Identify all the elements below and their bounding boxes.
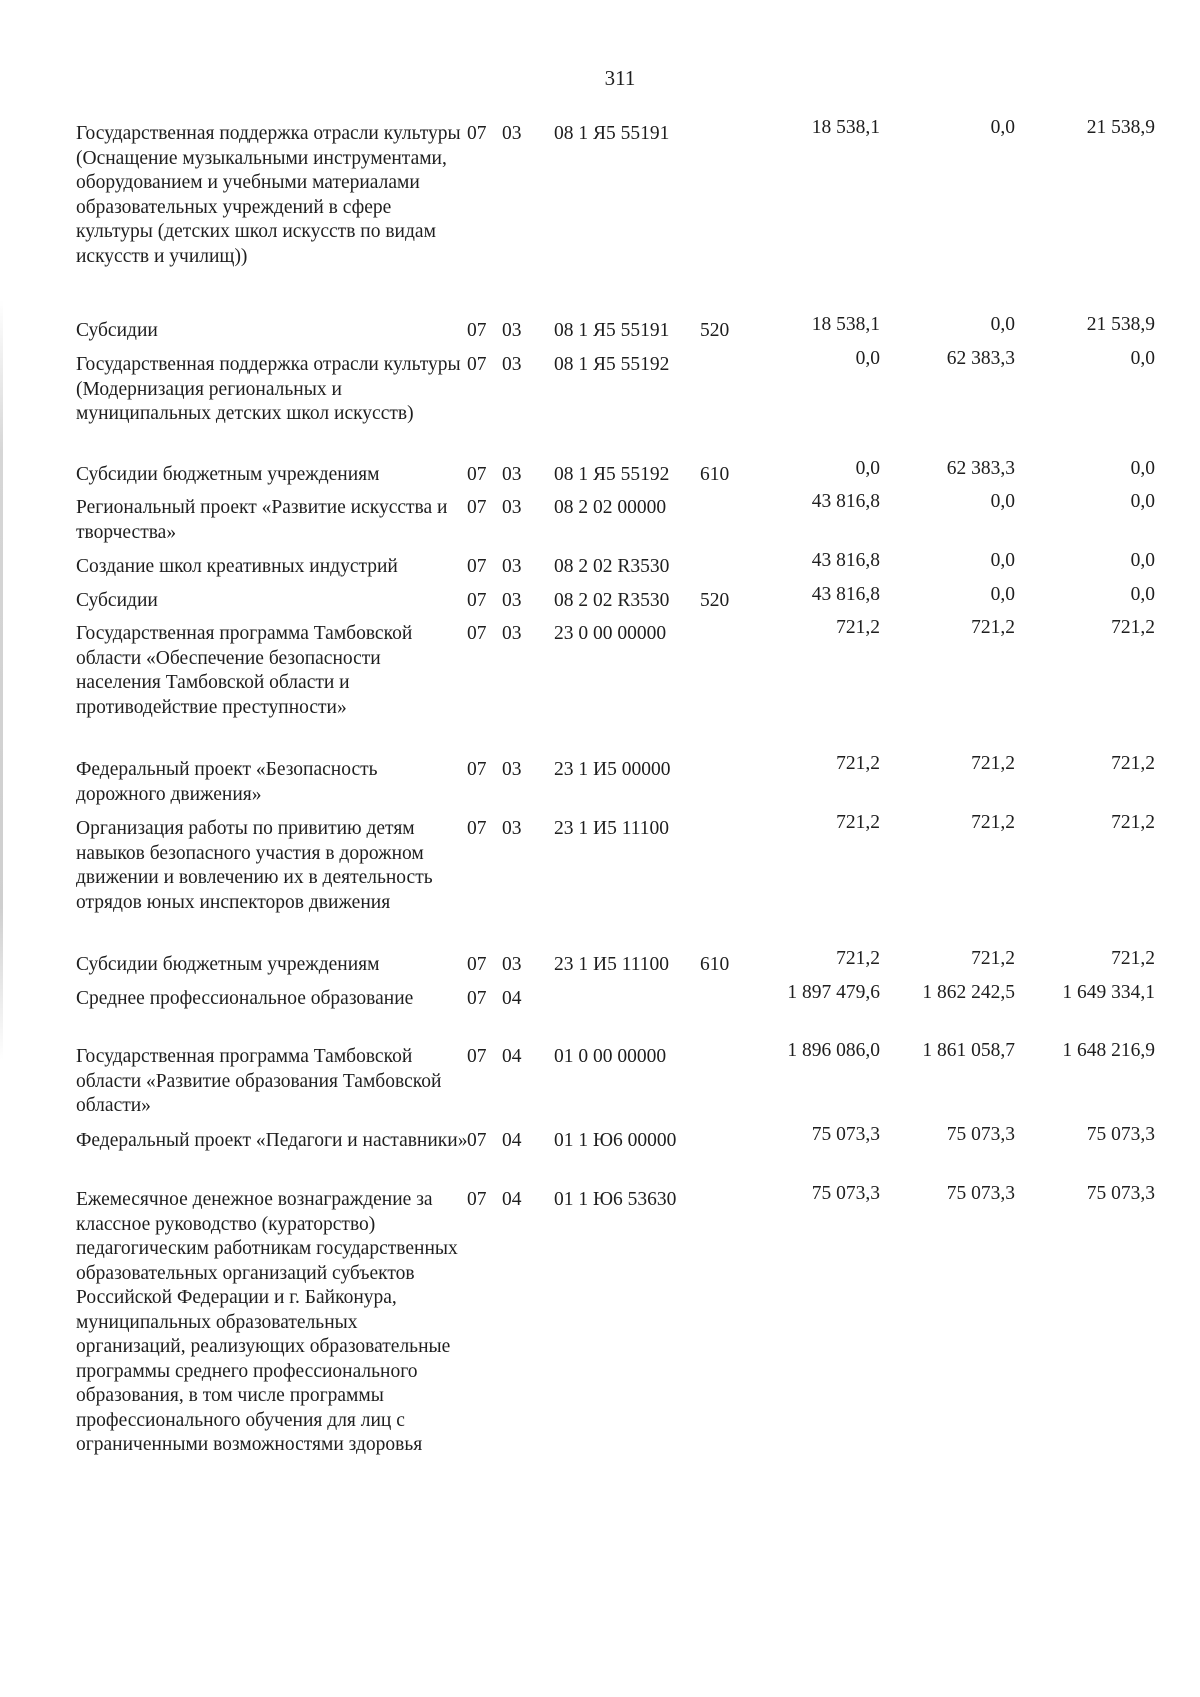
row-code: 08 1 Я5 55192	[554, 354, 670, 375]
row-type: 520	[700, 320, 730, 341]
row-value-year1: 43 816,8	[811, 550, 880, 571]
row-name: Государственная программа Тамбовской области «Развитие образования Тамбовской области»	[76, 1046, 442, 1116]
page-number: 311	[604, 66, 636, 90]
row-subsection: 04	[502, 988, 522, 1009]
row-value-year2: 62 383,3	[946, 458, 1015, 479]
row-subsection: 03	[502, 954, 522, 975]
row-value-year1: 721,2	[836, 753, 880, 774]
row-code: 23 0 00 00000	[554, 623, 667, 644]
row-value-year1: 43 816,8	[811, 491, 880, 512]
row-value-year3: 1 648 216,9	[1062, 1040, 1155, 1061]
row-name: Государственная программа Тамбовской области «Обеспечение безопасности населения Тамбовской области и противодействие преступности»	[76, 623, 413, 718]
row-name: Федеральный проект «Безопасность дорожного движения»	[76, 759, 378, 805]
row-name: Субсидии бюджетным учреждениям	[76, 464, 380, 485]
row-value-year3: 21 538,9	[1086, 117, 1155, 138]
row-subsection: 04	[502, 1189, 522, 1210]
row-section: 07	[467, 954, 487, 975]
row-value-year2: 721,2	[971, 948, 1015, 969]
row-value-year2: 75 073,3	[946, 1183, 1015, 1204]
row-code: 08 1 Я5 55191	[554, 123, 670, 144]
row-value-year1: 721,2	[836, 617, 880, 638]
row-section: 07	[467, 556, 487, 577]
row-subsection: 03	[502, 464, 522, 485]
row-value-year3: 721,2	[1111, 617, 1155, 638]
row-value-year2: 0,0	[990, 550, 1015, 571]
row-name: Организация работы по привитию детям навыков безопасного участия в дорожном движении и вовлечению их в деятельность отрядов юных инспекторов движения	[76, 818, 433, 913]
row-value-year1: 0,0	[855, 348, 880, 369]
row-code: 01 1 Ю6 53630	[554, 1189, 677, 1210]
row-type: 610	[700, 464, 730, 485]
row-subsection: 03	[502, 123, 522, 144]
row-section: 07	[467, 123, 487, 144]
row-value-year1: 75 073,3	[811, 1124, 880, 1145]
row-value-year1: 43 816,8	[811, 584, 880, 605]
row-section: 07	[467, 354, 487, 375]
row-name: Государственная поддержка отрасли культуры (Оснащение музыкальными инструментами, оборудованием и учебными материалами образовательных учреждений в сфере культуры (детских школ искусств по видам искусств и училищ))	[76, 123, 461, 267]
row-value-year3: 721,2	[1111, 753, 1155, 774]
row-name: Ежемесячное денежное вознаграждение за классное руководство (кураторство) педагогическим работникам государственных образовательных организаций субъектов Российской Федерации и г. Байконура, муниципальных образовательных организаций, реализующих образовательные программы среднего профессионального образования, в том числе программы профессионального обучения для лиц с ограниченными возможностями здоровья	[76, 1189, 458, 1455]
row-value-year1: 75 073,3	[811, 1183, 880, 1204]
row-value-year3: 21 538,9	[1086, 314, 1155, 335]
row-subsection: 03	[502, 497, 522, 518]
row-value-year2: 0,0	[990, 491, 1015, 512]
row-name: Среднее профессиональное образование	[76, 988, 414, 1009]
row-value-year2: 75 073,3	[946, 1124, 1015, 1145]
row-value-year3: 0,0	[1130, 348, 1155, 369]
row-section: 07	[467, 320, 487, 341]
row-name: Субсидии бюджетным учреждениям	[76, 954, 380, 975]
row-value-year2: 1 861 058,7	[922, 1040, 1015, 1061]
row-value-year3: 75 073,3	[1086, 1183, 1155, 1204]
row-name: Государственная поддержка отрасли культуры (Модернизация региональных и муниципальных детских школ искусств)	[76, 354, 461, 424]
row-name: Создание школ креативных индустрий	[76, 556, 398, 577]
row-type: 520	[700, 590, 730, 611]
row-value-year2: 1 862 242,5	[922, 982, 1015, 1003]
row-code: 01 0 00 00000	[554, 1046, 667, 1067]
row-subsection: 03	[502, 818, 522, 839]
row-value-year3: 721,2	[1111, 812, 1155, 833]
row-section: 07	[467, 759, 487, 780]
row-code: 08 1 Я5 55191	[554, 320, 670, 341]
row-name: Региональный проект «Развитие искусства и творчества»	[76, 497, 448, 543]
row-section: 07	[467, 497, 487, 518]
row-code: 08 2 02 00000	[554, 497, 667, 518]
row-code: 23 1 И5 11100	[554, 954, 670, 975]
scan-edge-shadow	[0, 300, 3, 1060]
row-code: 23 1 И5 11100	[554, 818, 670, 839]
row-value-year1: 0,0	[855, 458, 880, 479]
row-value-year2: 0,0	[990, 584, 1015, 605]
row-code: 08 1 Я5 55192	[554, 464, 670, 485]
row-code: 08 2 02 R3530	[554, 590, 670, 611]
row-section: 07	[467, 623, 487, 644]
row-value-year1: 721,2	[836, 812, 880, 833]
row-subsection: 03	[502, 590, 522, 611]
row-value-year2: 721,2	[971, 812, 1015, 833]
row-type: 610	[700, 954, 730, 975]
row-value-year2: 0,0	[990, 314, 1015, 335]
row-name: Субсидии	[76, 590, 158, 611]
row-subsection: 04	[502, 1046, 522, 1067]
row-section: 07	[467, 1046, 487, 1067]
row-value-year2: 721,2	[971, 617, 1015, 638]
row-subsection: 04	[502, 1130, 522, 1151]
row-name: Федеральный проект «Педагоги и наставники»	[76, 1130, 468, 1151]
row-subsection: 03	[502, 320, 522, 341]
row-value-year3: 1 649 334,1	[1062, 982, 1155, 1003]
row-value-year3: 0,0	[1130, 550, 1155, 571]
row-section: 07	[467, 1189, 487, 1210]
row-section: 07	[467, 1130, 487, 1151]
row-value-year3: 75 073,3	[1086, 1124, 1155, 1145]
row-value-year2: 62 383,3	[946, 348, 1015, 369]
row-section: 07	[467, 464, 487, 485]
row-value-year1: 721,2	[836, 948, 880, 969]
row-subsection: 03	[502, 556, 522, 577]
row-code: 23 1 И5 00000	[554, 759, 671, 780]
row-subsection: 03	[502, 623, 522, 644]
row-value-year3: 0,0	[1130, 584, 1155, 605]
row-subsection: 03	[502, 354, 522, 375]
row-value-year3: 0,0	[1130, 491, 1155, 512]
row-value-year1: 18 538,1	[811, 314, 880, 335]
row-value-year1: 1 897 479,6	[787, 982, 880, 1003]
row-code: 08 2 02 R3530	[554, 556, 670, 577]
row-value-year2: 721,2	[971, 753, 1015, 774]
row-value-year3: 721,2	[1111, 948, 1155, 969]
row-section: 07	[467, 590, 487, 611]
row-section: 07	[467, 818, 487, 839]
row-value-year3: 0,0	[1130, 458, 1155, 479]
row-value-year1: 18 538,1	[811, 117, 880, 138]
row-name: Субсидии	[76, 320, 158, 341]
row-code: 01 1 Ю6 00000	[554, 1130, 677, 1151]
row-section: 07	[467, 988, 487, 1009]
row-value-year1: 1 896 086,0	[787, 1040, 880, 1061]
row-subsection: 03	[502, 759, 522, 780]
row-value-year2: 0,0	[990, 117, 1015, 138]
